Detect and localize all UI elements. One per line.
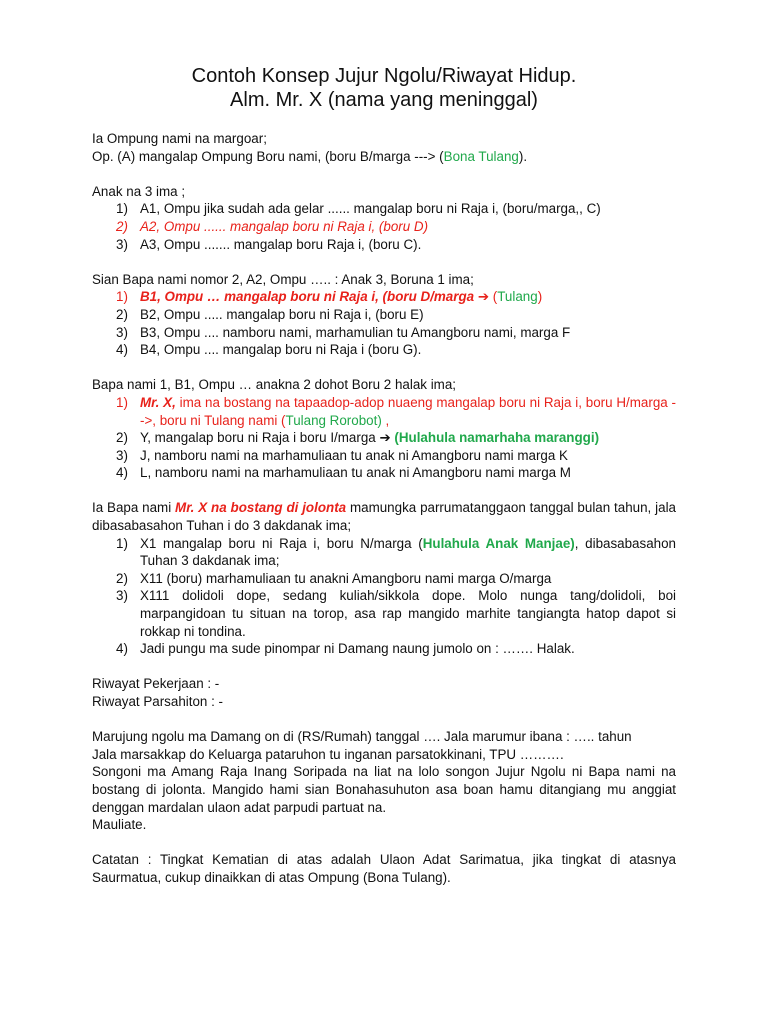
iabapa-section (92, 499, 676, 657)
list-item-text: ima na bostang na tapaadop-adop nuaeng mangalap boru ni Raja i, boru H/marga -->, boru ni Tulang nami ( (140, 394, 677, 428)
hulahula-label: (Hulahula namarhaha maranggi) (390, 430, 600, 446)
list-item (92, 640, 676, 658)
iabapa-intro (92, 499, 676, 534)
list-item-text: X111 dolidoli dope, sedang kuliah/sikkola dope. Molo nunga tang/dolidoli, boi marpangidoan tu situan na torop, asa rap mangido marhite tangiangta hatop dapot si rokkap ni tondina. (140, 588, 676, 639)
list-number: 4) (116, 641, 128, 657)
list-item (92, 236, 676, 254)
list-item (92, 341, 676, 359)
list-item-highlighted (92, 218, 676, 236)
catatan-note: Catatan : Tingkat Kematian di atas adalah Ulaon Adat Sarimatua, jika tingkat di atasnya Saurmatua, cukup dinaikkan di atas Ompung (Bona Tulang). (92, 852, 676, 885)
list-number: 3) (116, 236, 128, 252)
list-number: 2) (116, 218, 128, 234)
list-item (92, 535, 676, 570)
list-item-text: A3, Ompu ....... mangalap boru Raja i, (boru C). (140, 236, 422, 252)
list-item-text: B4, Ompu .... mangalap boru ni Raja i (boru G). (140, 342, 422, 358)
list-item-text: X1 mangalap boru ni Raja i, boru N/marga ( (140, 535, 423, 551)
list-item (92, 324, 676, 342)
riwayat-parsahiton: Riwayat Parsahiton : - (92, 694, 223, 709)
list-number: 4) (116, 342, 128, 358)
list-item-text: B2, Ompu ..... mangalap boru ni Raja i, (boru E) (140, 306, 424, 322)
list-item (92, 447, 676, 465)
closing-thanks: Mauliate. (92, 817, 147, 833)
title-line-2: Alm. Mr. X (nama yang meninggal) (230, 89, 538, 111)
list-item (92, 570, 676, 588)
tulang-rorobot-label: Tulang Rorobot) (285, 412, 382, 428)
list-item-text: X11 (boru) marhamuliaan tu anakni Amangboru nami marga O/marga (140, 570, 552, 586)
list-number: 2) (116, 430, 128, 446)
sian-heading: Sian Bapa nami nomor 2, A2, Ompu ….. : Anak 3, Boruna 1 ima; (92, 271, 474, 287)
list-item-text: A2, Ompu ...... mangalap boru ni Raja i, (boru D) (140, 218, 429, 234)
list-number: 1) (116, 535, 128, 551)
list-item-text: L, namboru nami na marhamuliaan tu anak ni Amangboru nami marga M (140, 465, 571, 481)
list-item-highlighted (92, 394, 676, 429)
hulahula-anak-manjae-label: Hulahula Anak Manjae) (422, 535, 575, 551)
iabapa-text-b: mamungka parrumatanggaon tanggal bulan tahun, jala dibasabasahon Tuhan i do 3 dakdanak ima; (92, 500, 676, 534)
arrow-right-icon: ➔ (379, 430, 391, 446)
iabapa-text-a: Ia Bapa nami (92, 500, 176, 516)
anak-section (92, 183, 676, 253)
intro-line-1: Ia Ompung nami na margoar; (92, 131, 267, 146)
anak-list (92, 200, 676, 253)
list-number: 3) (116, 447, 128, 463)
list-item-text: Jadi pungu ma sude pinompar ni Damang naung jumolo on : ……. Halak. (140, 641, 575, 657)
sian-section (92, 271, 676, 359)
closing-paragraph: Songoni ma Amang Raja Inang Soripada na liat na lolo songon Jujur Ngolu ni Bapa nami na bostang di jolonta. Mangido hami sian Bonahasuhuton asa boan hamu ditangiang mu anggiat denggan mardalan ulaon adat parpudi partuat na. (92, 764, 676, 815)
document-body (92, 130, 676, 904)
list-item (92, 464, 676, 482)
list-number: 1) (116, 201, 128, 217)
iabapa-list (92, 535, 676, 658)
list-item-text: Y, mangalap boru ni Raja i boru I/marga (140, 430, 376, 446)
title-line-1: Contoh Konsep Jujur Ngolu/Riwayat Hidup. (191, 65, 577, 87)
list-item (92, 306, 676, 324)
list-item-text: B1, Ompu … mangalap boru ni Raja i, (boru D/marga (140, 289, 475, 305)
list-item (92, 587, 676, 640)
list-number: 3) (116, 324, 128, 340)
intro-line-2-text: Op. (A) mangalap Ompung Boru nami, (boru B/marga ---> ( (92, 148, 444, 164)
list-item (92, 429, 676, 447)
bapa-section (92, 376, 676, 482)
closing-line-2: Jala marsakkap do Keluarga pataruhon tu inganan parsatokkinani, TPU ………. (92, 746, 564, 762)
list-number: 2) (116, 570, 128, 586)
list-item-text: B3, Ompu .... namboru nami, marhamulian tu Amangboru nami, marga F (140, 324, 571, 340)
bapa-list (92, 394, 676, 482)
mr-x-name: Mr. X, (140, 394, 176, 410)
list-item-text: A1, Ompu jika sudah ada gelar ...... mangalap boru ni Raja i, (boru/marga,, C) (140, 201, 601, 217)
list-item-text-end: , (381, 412, 390, 428)
sian-list (92, 288, 676, 358)
list-number: 2) (116, 306, 128, 322)
list-item-text-end: , dibasabasahon Tuhan 3 dakdanak ima; (140, 535, 676, 569)
closing-section (92, 728, 676, 834)
arrow-right-icon: ➔ (477, 289, 490, 305)
bapa-heading: Bapa nami 1, B1, Ompu … anakna 2 dohot Boru 2 halak ima; (92, 377, 456, 393)
riwayat-pekerjaan: Riwayat Pekerjaan : - (92, 676, 220, 692)
list-number: 4) (116, 465, 128, 481)
list-number: 3) (116, 588, 128, 604)
list-item (92, 200, 676, 218)
list-item-text-3: ) (537, 289, 543, 305)
list-item-highlighted (92, 288, 676, 306)
intro-line-2 (92, 148, 676, 166)
mr-x-highlight: Mr. X na bostang di jolonta (175, 500, 347, 516)
list-item-text: J, namboru nami na marhamuliaan tu anak ni Amangboru nami marga K (140, 447, 568, 463)
bona-tulang-label: Bona Tulang (443, 148, 519, 164)
riwayat-section (92, 675, 676, 710)
document-title (0, 64, 768, 112)
intro-line-2-end: ). (518, 148, 528, 164)
list-number: 1) (116, 289, 128, 305)
list-number: 1) (116, 394, 128, 410)
tulang-label: Tulang (497, 289, 538, 305)
intro-paragraph (92, 130, 676, 165)
closing-line-1: Marujung ngolu ma Damang on di (RS/Rumah) tanggal …. Jala marumur ibana : ….. tahun (92, 729, 632, 745)
anak-heading: Anak na 3 ima ; (92, 183, 186, 199)
list-item-text-2: ( (489, 289, 498, 305)
